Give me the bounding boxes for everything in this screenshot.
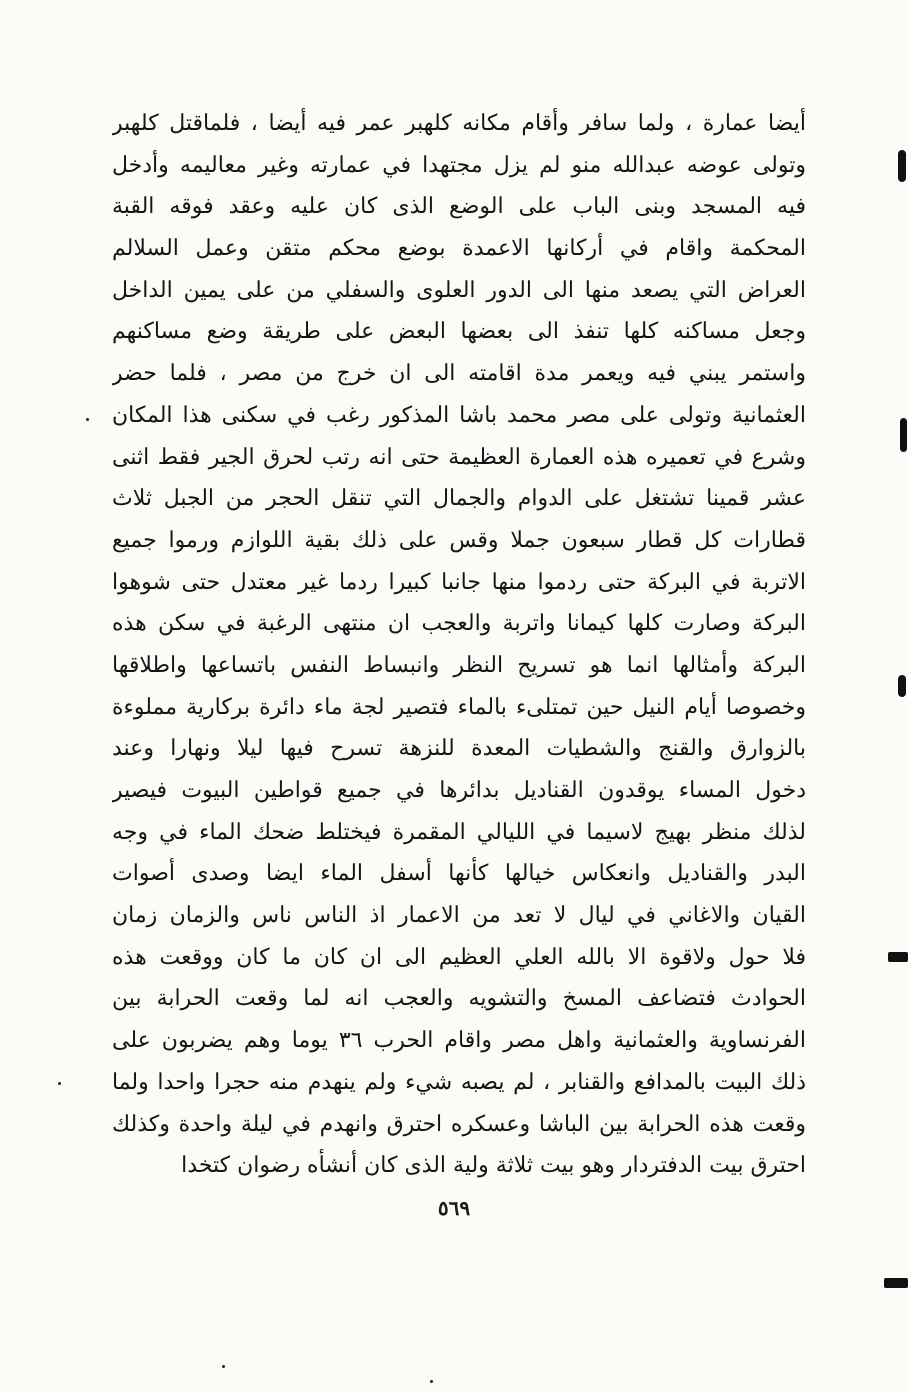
text-line: وجعل مساكنه كلها تنفذ الى بعضها البعض على طريقة وضع مساكنهم — [112, 319, 806, 345]
text-line: الفرنساوية والعثمانية واهل مصر واقام الحرب ٣٦ يوما وهم يضربون على — [112, 1028, 806, 1054]
text-line: احترق بيت الدفتردار وهو بيت ثلاثة ولية الذى كان أنشأه رضوان كتخدا — [181, 1153, 806, 1179]
text-line: الاتربة في البركة حتى ردموا منها جانبا كبيرا ردما غير معتدل حتى شوهوا — [112, 569, 806, 595]
text-line: فلا حول ولاقوة الا بالله العلي العظيم الى ان كان ما كان ووقعت هذه — [112, 944, 806, 970]
scan-margin-mark — [888, 952, 908, 962]
text-line: واستمر يبني فيه ويعمر مدة اقامته الى ان خرج من مصر ، فلما حضر — [112, 361, 806, 387]
text-line: الحوادث فتضاعف المسخ والتشويه والعجب انه لما وقعت الحرابة بين — [112, 986, 806, 1012]
scan-speck — [222, 1365, 225, 1368]
arabic-text-block — [112, 103, 806, 1193]
text-line: وخصوصا أيام النيل حين تمتلىء بالماء فتصير لجة ماء دائرة بركارية مملوءة — [112, 694, 806, 720]
text-line: العثمانية وتولى على مصر محمد باشا المذكور رغب في سكنى هذا المكان — [112, 402, 806, 428]
text-line: المحكمة واقام في أركانها الاعمدة بوضع محكم متقن وعمل السلالم — [112, 236, 806, 262]
text-line: عشر قمينا تشتغل على الدوام والجمال التي تنقل الحجر من الجبل ثلاث — [112, 486, 806, 512]
text-line: وتولى عوضه عبدالله منو لم يزل مجتهدا في عمارته وغير معاليمه وأدخل — [112, 152, 806, 178]
text-line: قطارات كل قطار سبعون جملا وقس على ذلك بقية اللوازم ورموا جميع — [112, 527, 806, 553]
scan-speck — [58, 1082, 61, 1085]
page-number: ٥٦٩ — [437, 1196, 471, 1220]
text-line: دخول المساء يوقدون القناديل بدائرها في جميع قواطين البيوت فيصير — [112, 778, 806, 803]
text-line: بالزوارق والقنج والشطيات المعدة للنزهة تسرح فيها ليلا ونهارا وعند — [112, 736, 806, 762]
scan-margin-mark — [898, 150, 906, 182]
text-line: ذلك البيت بالمدافع والقنابر ، لم يصبه شيء ولم ينهدم منه حجرا واحدا ولما — [112, 1069, 806, 1095]
text-line: وقعت هذه الحرابة بين الباشا وعسكره احترق وانهدم في ليلة واحدة وكذلك — [112, 1111, 806, 1137]
text-line: العراض التي يصعد منها الى الدور العلوى والسفلي من على يمين الداخل — [112, 277, 806, 303]
scan-margin-mark — [884, 1278, 908, 1288]
text-line: أيضا عمارة ، ولما سافر وأقام مكانه كلهبر عمر فيه أيضا ، فلماقتل كلهبر — [112, 111, 806, 136]
text-line: القيان والاغاني في ليال لا تعد من الاعمار اذ الناس ناس والزمان زمان — [112, 903, 806, 929]
text-line: فيه المسجد وبنى الباب على الوضع الذى كان عليه وعقد فوقه القبة — [112, 194, 806, 220]
text-line: وشرع في تعميره هذه العمارة العظيمة حتى انه رتب لحرق الجير فقط اثنى — [112, 444, 806, 470]
scan-speck — [86, 418, 89, 421]
text-line: البركة وصارت كلها كيمانا واتربة والعجب ان منتهى الرغبة في سكن هذه — [112, 611, 806, 637]
text-line: لذلك منظر بهيج لاسيما في الليالي المقمرة فيختلط ضحك الماء في وجه — [112, 819, 806, 845]
scan-margin-mark — [900, 418, 907, 452]
scan-margin-mark — [898, 675, 906, 697]
text-line: البدر والقناديل وانعكاس خيالها كأنها أسفل الماء ايضا وصدى أصوات — [112, 861, 806, 887]
text-line: البركة وأمثالها انما هو تسريح النظر وانبساط النفس باتساعها واطلاقها — [112, 652, 806, 678]
scan-speck — [430, 1380, 433, 1383]
